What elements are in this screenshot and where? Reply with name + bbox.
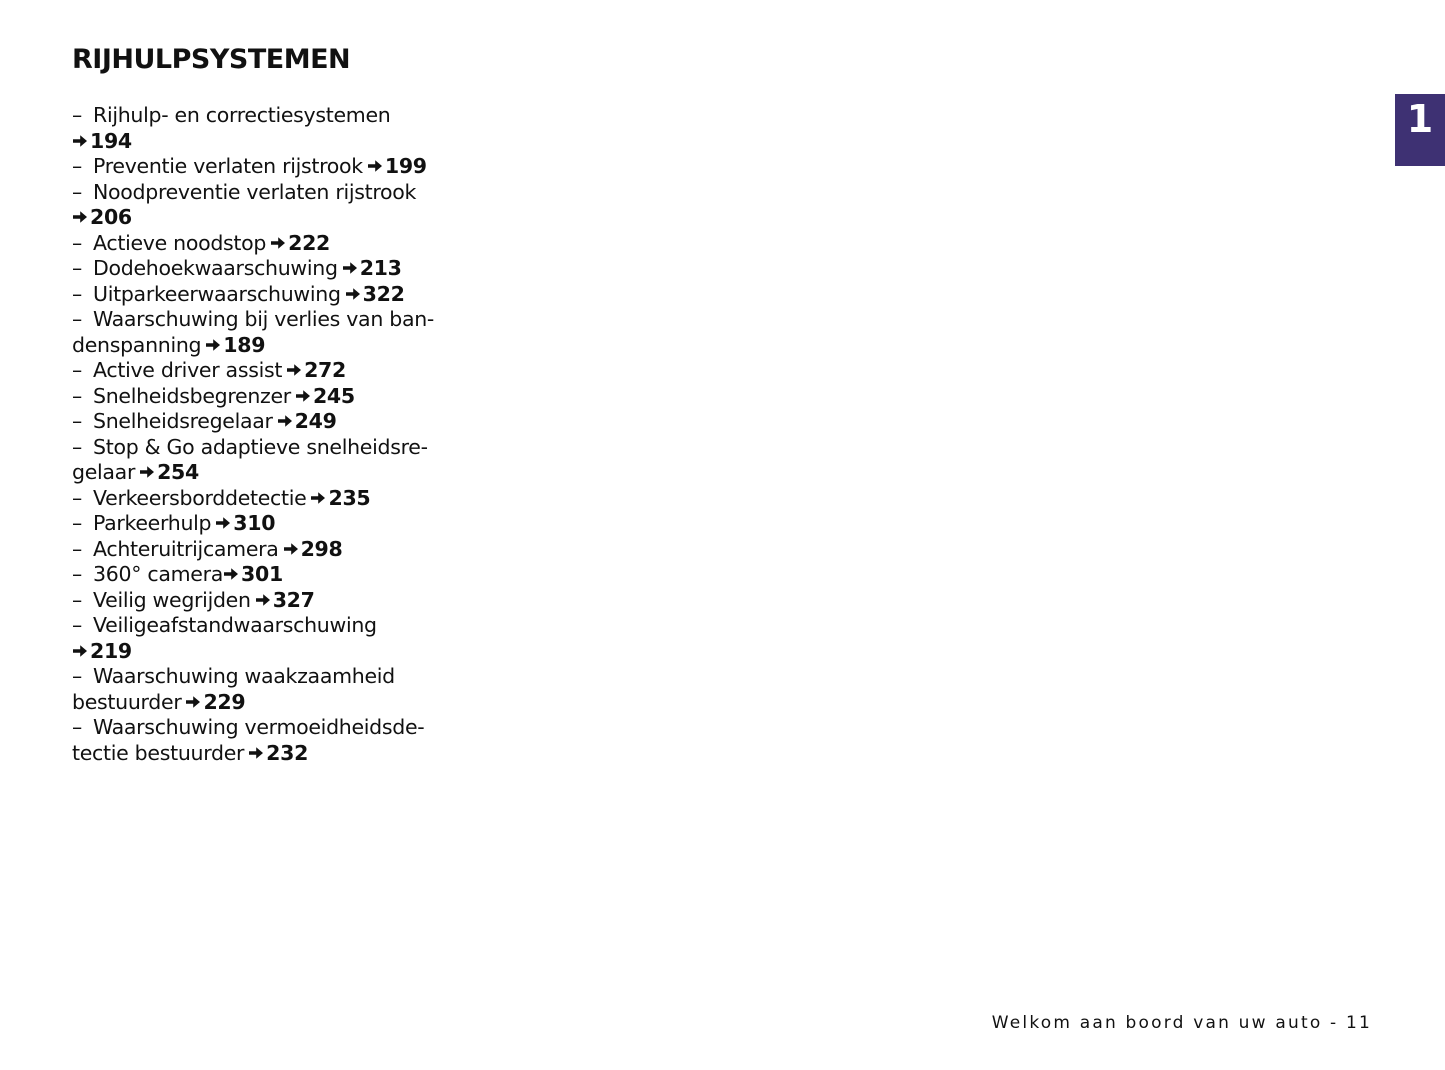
arrow-right-icon (270, 235, 286, 251)
list-item (72, 307, 472, 358)
arrow-right-icon (286, 362, 302, 378)
entry-text: Veilig wegrijden (93, 587, 251, 612)
page-reference[interactable]: 206 (90, 205, 132, 229)
page-reference[interactable]: 213 (359, 256, 402, 280)
entry-text: Active driver assist (93, 358, 283, 382)
list-item (72, 103, 472, 154)
page-reference[interactable]: 199 (384, 154, 427, 178)
arrow-right-icon (283, 541, 299, 557)
page-reference[interactable]: 232 (266, 740, 309, 765)
entry-text: Noodpreventie verlaten rijstrook (93, 179, 417, 204)
list-dash: – (72, 179, 82, 204)
arrow-right-icon (310, 490, 326, 506)
entry-text: Snelheidsbegrenzer (93, 383, 291, 408)
list-item (72, 180, 472, 231)
list-item (72, 562, 472, 588)
list-item (72, 384, 472, 410)
page-footer: Welkom aan boord van uw auto - 11 (991, 1013, 1372, 1033)
entry-text: Preventie verlaten rijstrook (93, 154, 363, 178)
list-dash: – (72, 434, 82, 459)
list-item (72, 664, 472, 715)
list-dash: – (72, 409, 82, 433)
page-reference[interactable]: 301 (241, 562, 283, 586)
list-item (72, 537, 472, 563)
list-item (72, 231, 472, 257)
arrow-right-icon (72, 209, 88, 225)
list-item (72, 588, 472, 614)
entry-text: Parkeerhulp (93, 511, 212, 535)
entry-text: Waarschuwing waakzaamheid (93, 664, 395, 688)
list-item (72, 613, 472, 664)
arrow-right-icon (72, 133, 88, 149)
entry-text: Dodehoekwaarschuwing (93, 256, 338, 280)
arrow-right-icon (345, 286, 361, 302)
list-dash: – (72, 256, 82, 280)
list-item (72, 511, 472, 537)
arrow-right-icon (277, 413, 293, 429)
list-item (72, 409, 472, 435)
page-reference[interactable]: 194 (90, 128, 132, 153)
list-item (72, 435, 472, 486)
list-item (72, 715, 472, 766)
page-reference[interactable]: 322 (362, 281, 405, 306)
list-item (72, 358, 472, 384)
entry-text-continued: bestuurder (72, 689, 182, 714)
list-dash: – (72, 587, 82, 612)
arrow-right-icon (342, 260, 358, 276)
entry-text: Snelheidsregelaar (93, 409, 273, 433)
entry-text: Achteruitrijcamera (93, 536, 279, 561)
list-dash: – (72, 562, 82, 586)
list-dash: – (72, 664, 82, 688)
list-item (72, 282, 472, 308)
entry-text: Stop & Go adaptieve snelheidsre- (93, 434, 428, 459)
list-dash: – (72, 485, 82, 510)
page-reference[interactable]: 272 (304, 358, 346, 382)
entry-text: Uitparkeerwaarschuwing (93, 281, 341, 306)
list-dash: – (72, 536, 82, 561)
list-item (72, 486, 472, 512)
chapter-tab: 1 (1395, 94, 1445, 166)
list-dash: – (72, 383, 82, 408)
page-reference[interactable]: 254 (157, 460, 199, 484)
entry-text-continued: gelaar (72, 460, 136, 484)
list-dash: – (72, 358, 82, 382)
entry-text: Waarschuwing bij verlies van ban- (93, 307, 434, 331)
list-dash: – (72, 613, 82, 637)
list-dash: – (72, 103, 82, 127)
entry-text: Waarschuwing vermoeidheidsde- (93, 715, 425, 739)
arrow-right-icon (215, 515, 231, 531)
list-item (72, 154, 472, 180)
entry-text-continued: tectie bestuurder (72, 740, 245, 765)
list-dash: – (72, 230, 82, 255)
arrow-right-icon (223, 566, 239, 582)
list-dash: – (72, 511, 82, 535)
list-dash: – (72, 154, 82, 178)
page-reference[interactable]: 219 (90, 638, 132, 663)
entry-text: Actieve noodstop (93, 230, 267, 255)
arrow-right-icon (139, 464, 155, 480)
arrow-right-icon (205, 337, 221, 353)
entry-text: Rijhulp- en correctiesystemen (93, 103, 391, 127)
list-dash: – (72, 307, 82, 331)
arrow-right-icon (255, 592, 271, 608)
page-reference[interactable]: 222 (288, 230, 331, 255)
page-reference[interactable]: 189 (223, 332, 266, 357)
page-reference[interactable]: 249 (294, 409, 337, 433)
entry-text: 360° camera (93, 562, 224, 586)
cross-reference-list (72, 103, 472, 766)
page-reference[interactable]: 310 (233, 511, 276, 535)
page-reference[interactable]: 298 (300, 536, 343, 561)
entry-text: Veiligeafstandwaarschuwing (93, 613, 377, 637)
entry-text-continued: denspanning (72, 332, 202, 357)
page-reference[interactable]: 235 (328, 485, 371, 510)
arrow-right-icon (367, 158, 383, 174)
page-reference[interactable]: 245 (312, 383, 355, 408)
arrow-right-icon (185, 694, 201, 710)
section-title: RIJHULPSYSTEMEN (72, 44, 351, 75)
arrow-right-icon (248, 745, 264, 761)
list-dash: – (72, 715, 82, 739)
page-reference[interactable]: 327 (272, 587, 315, 612)
arrow-right-icon (295, 388, 311, 404)
entry-text: Verkeersborddetectie (93, 485, 307, 510)
arrow-right-icon (72, 643, 88, 659)
list-dash: – (72, 281, 82, 306)
list-item (72, 256, 472, 282)
page-reference[interactable]: 229 (203, 689, 246, 714)
